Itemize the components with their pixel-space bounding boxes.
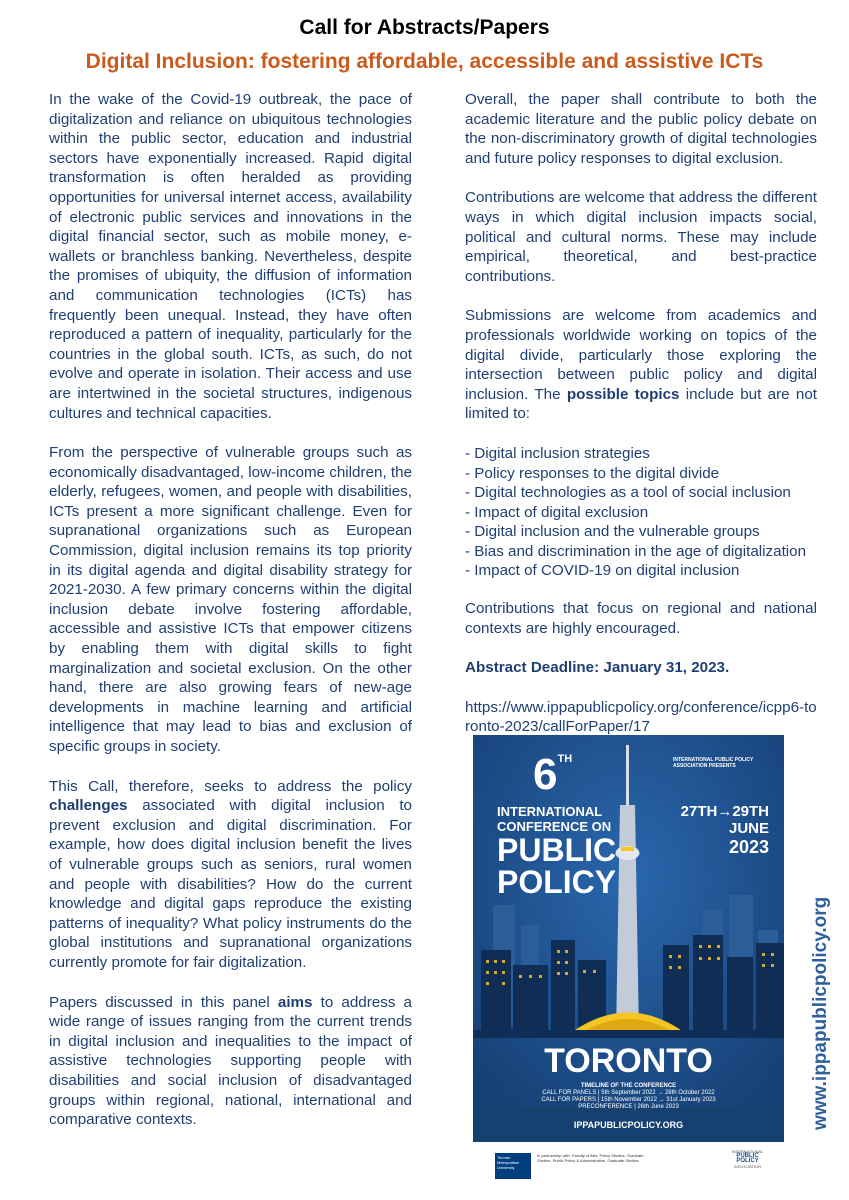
conference-poster bbox=[473, 735, 784, 1142]
vertical-website-link[interactable]: www.ippapublicpolicy.org bbox=[810, 896, 831, 1130]
poster-website[interactable]: IPPAPUBLICPOLICY.ORG bbox=[573, 1120, 684, 1130]
overall-paragraph: Overall, the paper shall contribute to both the academic literature and the public policy debate on the non-discriminatory growth of digital technologies and future policy responses to digital exclusion. bbox=[465, 91, 817, 167]
abstract-deadline: Abstract Deadline: January 31, 2023. bbox=[465, 659, 730, 677]
list-item: - Impact of COVID-19 on digital inclusion bbox=[465, 562, 740, 580]
contributions-paragraph: Contributions are welcome that address the different ways in which digital inclusion impacts social, political and cultural norms. These may include empirical, theoretical, and best-practice contributions. bbox=[465, 189, 817, 285]
call-paragraph: This Call, therefore, seeks to address the policy challenges associated with digital inclusion to prevent exclusion and digital discrimination. For example, how does digital inclusion benefit the lives of vulnerable groups such as seniors, rural women and people with disabilities? How do the current knowledge and digital gaps reproduce the existing patterns of inequality? What policy instruments do the global institutions and supranational organizations currently promote for fair digitalization. bbox=[49, 777, 412, 971]
ippa-logo: INTERNATIONAL PUBLIC POLICY ASSOCIATION bbox=[731, 1149, 764, 1169]
regional-paragraph: Contributions that focus on regional and national contexts are highly encouraged. bbox=[465, 600, 817, 637]
poster-conference-title: INTERNATIONAL CONFERENCE ON PUBLIC POLICY bbox=[497, 804, 617, 900]
poster-edition: 6TH bbox=[533, 750, 573, 799]
poster-artwork bbox=[473, 735, 784, 1142]
list-item: - Policy responses to the digital divide bbox=[465, 464, 720, 482]
list-item: - Digital inclusion and the vulnerable groups bbox=[465, 523, 760, 541]
footer-logos bbox=[495, 1147, 775, 1187]
list-item: - Digital technologies as a tool of social inclusion bbox=[465, 484, 791, 502]
topics-list bbox=[465, 444, 817, 581]
partner-text: In partnership with: Faculty of Arts, Policy Studies, Graduate Studies, Public Policy & Administration, Graduate Studies bbox=[537, 1153, 644, 1163]
panel-paragraph: Papers discussed in this panel aims to address a wide range of issues ranging from the current trends in digital inclusion and inequalities to the impact of assistive technologies supporting people with disabilities and social inclusion of disadvantaged groups within regional, national, international and comparative contexts. bbox=[49, 993, 412, 1129]
left-column bbox=[49, 90, 412, 1150]
poster-dates: 27TH→29TH JUNE 2023 bbox=[680, 803, 769, 857]
intro-paragraph: In the wake of the Covid-19 outbreak, the pace of digitalization and reliance on ubiquitous technologies within the public sector, education and industrial sectors have exponentially increased. Rapid digital transformation is often heralded as providing opportunities for universal internet access, availability of electronic public services and innovations in the digital financial sector, such as mobile money, e-wallets or branchless banking. Nevertheless, despite the promises of ubiquity, the diffusion of information and communication technologies (ICTs) has frequently been unequal. Instead, they have often reproduced a pattern of inequality, particularly for the countries in the global south. ICTs, as such, do not evolve and operate in isolation. Their access and use are intertwined in the societal structures, indigenous cultures and technical capacities. bbox=[49, 91, 412, 422]
right-column bbox=[465, 90, 817, 757]
page-title: Call for Abstracts/Papers bbox=[299, 16, 550, 39]
vulnerable-groups-paragraph: From the perspective of vulnerable groups such as economically disadvantaged, low-income children, the elderly, refugees, women, and people with disabilities, ICTs present a more significant challenge. Even for supranational organizations such as European Commission, digital inclusion remains its top priority in its digital agenda and digital disability strategy for 2021-2030. A few primary concerns within the digital inclusion debate involve fostering affordable, accessible and assistive ICTs that empower citizens by enabling them with digital skills to fight marginalization and societal exclusion. On the other hand, there are also growing fears of new-age developments in machine learning and artificial intelligence that may lead to bias and exclusion of specific groups in society. bbox=[49, 444, 413, 755]
tmu-logo: Toronto Metropolitan University bbox=[495, 1153, 531, 1179]
list-item: - Digital inclusion strategies bbox=[465, 444, 650, 462]
poster-city: TORONTO bbox=[544, 1042, 713, 1080]
call-url-link[interactable]: https://www.ippapublicpolicy.org/conference/icpp6-toronto-2023/callForPaper/17 bbox=[465, 698, 817, 736]
poster-org: INTERNATIONAL PUBLIC POLICY ASSOCIATION PRESENTS bbox=[673, 757, 754, 769]
submissions-paragraph: Submissions are welcome from academics and professionals worldwide working on topics of the digital divide, particularly those exploring the intersection between public policy and digital inclusion. The possible topics include but are not limited to: bbox=[465, 307, 817, 423]
page-subtitle: Digital Inclusion: fostering affordable, accessible and assistive ICTs bbox=[85, 50, 764, 73]
list-item: - Impact of digital exclusion bbox=[465, 503, 649, 521]
list-item: - Bias and discrimination in the age of digitalization bbox=[465, 542, 807, 560]
poster-timeline: TIMELINE OF THE CONFERENCE CALL FOR PANELS | 5th September 2022 → 28th October 2022 CALL FOR PAPERS | 15th November 2022 → 31st January 2023 PRECONFERENCE | 26th June 2023 bbox=[541, 1083, 716, 1110]
